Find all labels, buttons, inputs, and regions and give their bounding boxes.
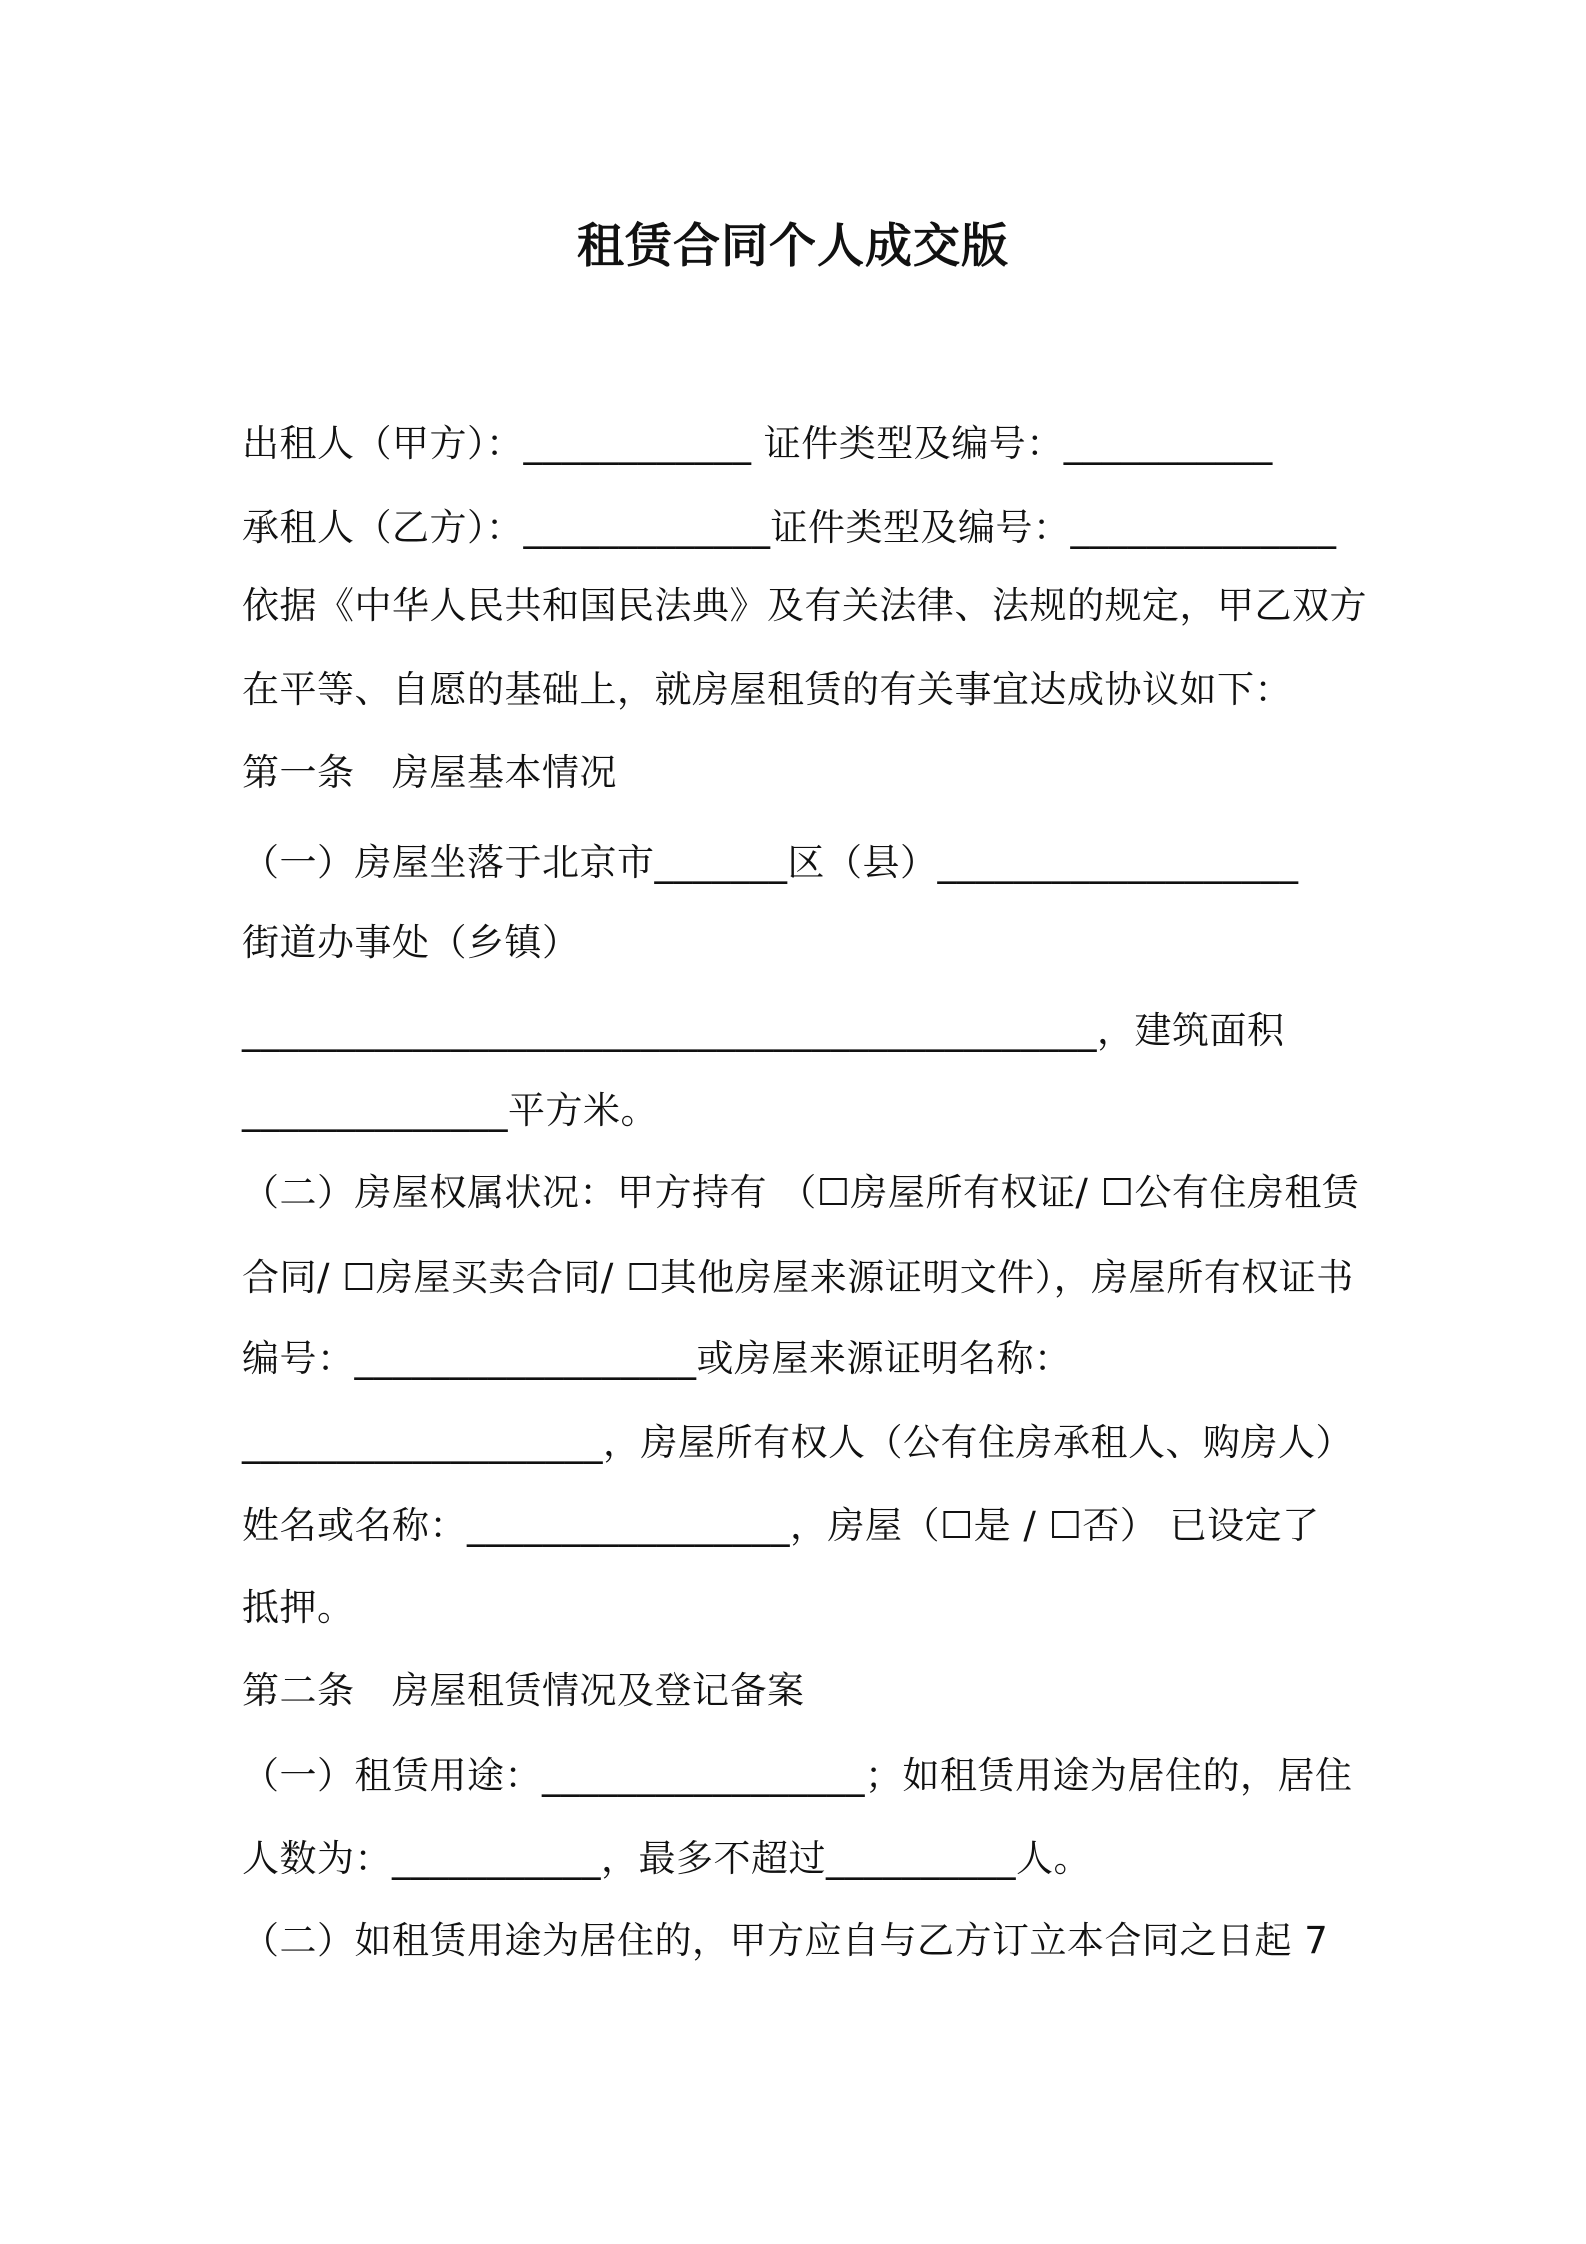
house-location-line: （一）房屋坐落于北京市_______区（县）___________________ [242, 841, 1299, 884]
certificate-number-line: 编号：__________________或房屋来源证明名称： [242, 1337, 1072, 1380]
owner-line: ___________________，房屋所有权人（公有住房承租人、购房人） [242, 1421, 1353, 1464]
building-area-line: _____________________________________________，建筑面积 [242, 1009, 1285, 1052]
ownership-line-1: （二）房屋权属状况：甲方持有 （☐房屋所有权证/ ☐公有住房租赁 [242, 1171, 1360, 1214]
article-1-heading: 第一条 房屋基本情况 [242, 751, 617, 794]
square-meters-line: ______________平方米。 [242, 1089, 658, 1132]
article-2-heading: 第二条 房屋租赁情况及登记备案 [242, 1669, 805, 1712]
lessor-line: 出租人（甲方）：____________ 证件类型及编号：___________ [242, 422, 1273, 465]
basis-line-1: 依据《中华人民共和国民法典》及有关法律、法规的规定，甲乙双方 [242, 584, 1367, 627]
mortgage-line: 姓名或名称：_________________，房屋（☐是 / ☐否） 已设定了 [242, 1504, 1320, 1547]
ownership-line-2: 合同/ ☐房屋买卖合同/ ☐其他房屋来源证明文件），房屋所有权证书 [242, 1256, 1354, 1299]
residents-line: 人数为：___________，最多不超过__________人。 [242, 1837, 1091, 1880]
document-title: 租赁合同个人成交版 [577, 219, 1009, 274]
street-office-line: 街道办事处（乡镇） [242, 921, 580, 964]
lease-purpose-line: （一）租赁用途：_________________；如租赁用途为居住的，居住 [242, 1754, 1353, 1797]
lessee-line: 承租人（乙方）：_____________证件类型及编号：______________ [242, 506, 1337, 549]
registration-line: （二）如租赁用途为居住的，甲方应自与乙方订立本合同之日起 7 [242, 1919, 1329, 1962]
basis-line-2: 在平等、自愿的基础上，就房屋租赁的有关事宜达成协议如下： [242, 668, 1292, 711]
mortgage-end-line: 抵押。 [242, 1586, 355, 1629]
